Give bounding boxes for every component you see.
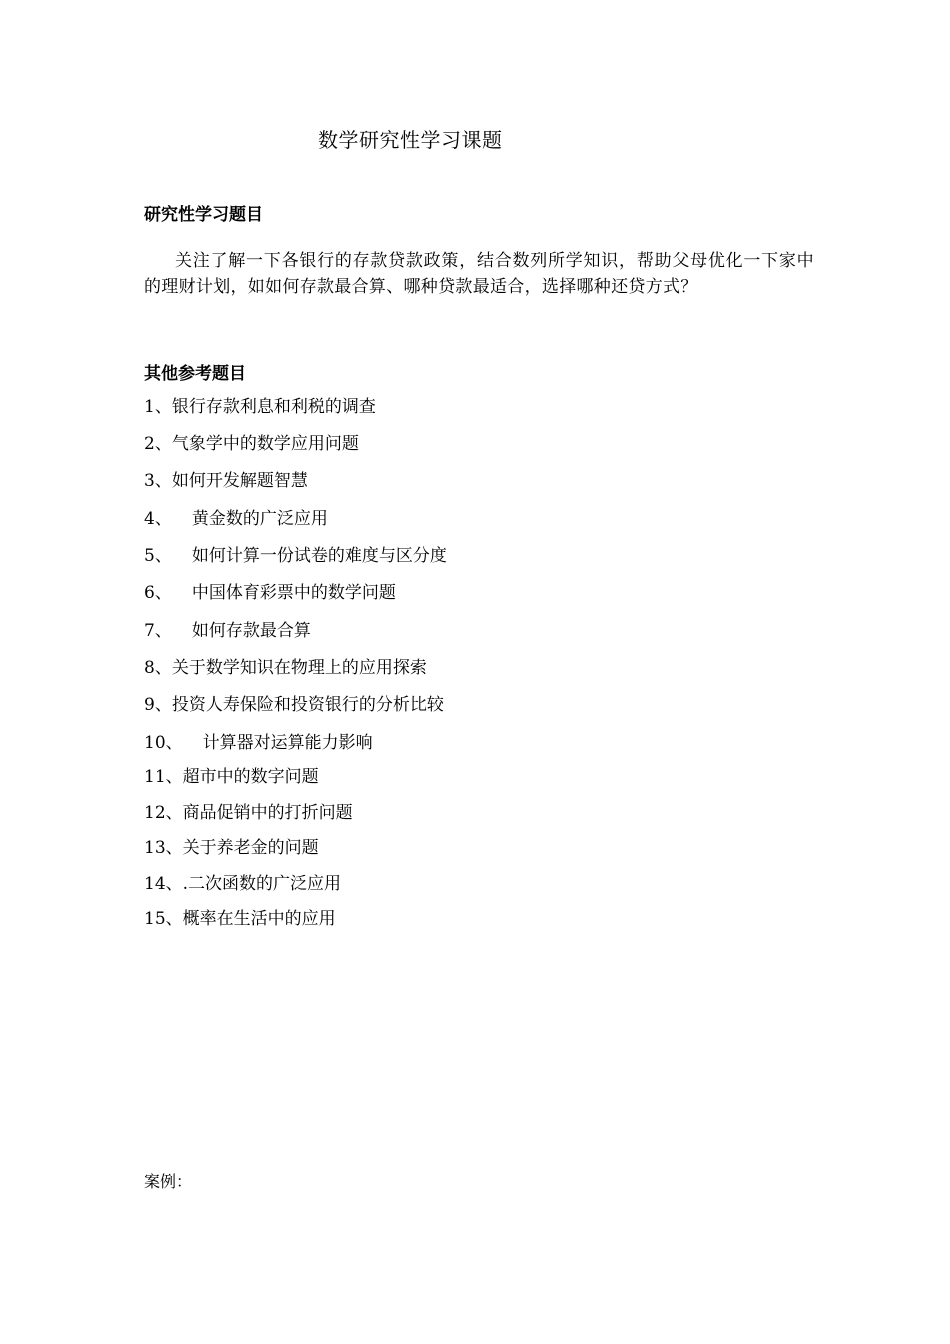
list-item-number: 1、 [144, 397, 172, 417]
list-item-number: 8、 [144, 658, 172, 678]
list-item [144, 766, 319, 788]
list-item [144, 620, 311, 642]
list-item [144, 657, 427, 679]
list-item-text: 关于数学知识在物理上的应用探索 [171, 658, 427, 678]
page-title: 数学研究性学习课题 [318, 128, 503, 152]
list-item [144, 508, 328, 530]
case-label: 案例： [144, 1172, 193, 1191]
list-item [144, 802, 353, 824]
list-item-text: 如何开发解题智慧 [171, 471, 308, 491]
list-item-number: 13、 [144, 838, 183, 858]
list-item-text: 计算器对运算能力影响 [202, 733, 373, 753]
list-item-text: .二次函数的广泛应用 [182, 874, 342, 894]
list-item-text: 商品促销中的打折问题 [182, 803, 353, 823]
other-topics-heading: 其他参考题目 [144, 364, 246, 384]
list-item [144, 433, 359, 455]
list-item-text: 关于养老金的问题 [182, 838, 319, 858]
list-item-text: 概率在生活中的应用 [182, 909, 336, 929]
list-item [144, 694, 444, 716]
list-item [144, 396, 376, 418]
research-heading: 研究性学习题目 [144, 205, 263, 225]
list-item [144, 582, 396, 604]
list-item-text: 如何计算一份试卷的难度与区分度 [191, 546, 447, 566]
list-item-number: 10、 [144, 733, 183, 753]
list-item-number: 15、 [144, 909, 183, 929]
list-item-number: 3、 [144, 471, 172, 491]
list-item-number: 9、 [144, 695, 172, 715]
list-item [144, 837, 319, 859]
list-item-text: 气象学中的数学应用问题 [171, 434, 359, 454]
list-item-text: 如何存款最合算 [191, 621, 311, 641]
list-item-text: 黄金数的广泛应用 [191, 509, 328, 529]
list-item-text: 银行存款利息和利税的调查 [171, 397, 376, 417]
list-item-number: 5、 [144, 546, 172, 566]
list-item-number: 2、 [144, 434, 172, 454]
list-item-number: 7、 [144, 621, 172, 641]
list-item-number: 14、 [144, 874, 183, 894]
list-item [144, 732, 373, 754]
list-item-number: 4、 [144, 509, 172, 529]
list-item-number: 12、 [144, 803, 183, 823]
list-item-number: 11、 [144, 767, 183, 787]
list-item [144, 873, 341, 895]
list-item-number: 6、 [144, 583, 172, 603]
list-item [144, 470, 308, 492]
list-item-text: 投资人寿保险和投资银行的分析比较 [171, 695, 444, 715]
list-item-text: 超市中的数字问题 [182, 767, 319, 787]
list-item [144, 908, 336, 930]
research-paragraph: 关注了解一下各银行的存款贷款政策，结合数列所学知识，帮助父母优化一下家中的理财计划，如如何存款最合算、哪种贷款最适合，选择哪种还贷方式？ [144, 251, 814, 297]
list-item-text: 中国体育彩票中的数学问题 [191, 583, 396, 603]
list-item [144, 545, 447, 567]
